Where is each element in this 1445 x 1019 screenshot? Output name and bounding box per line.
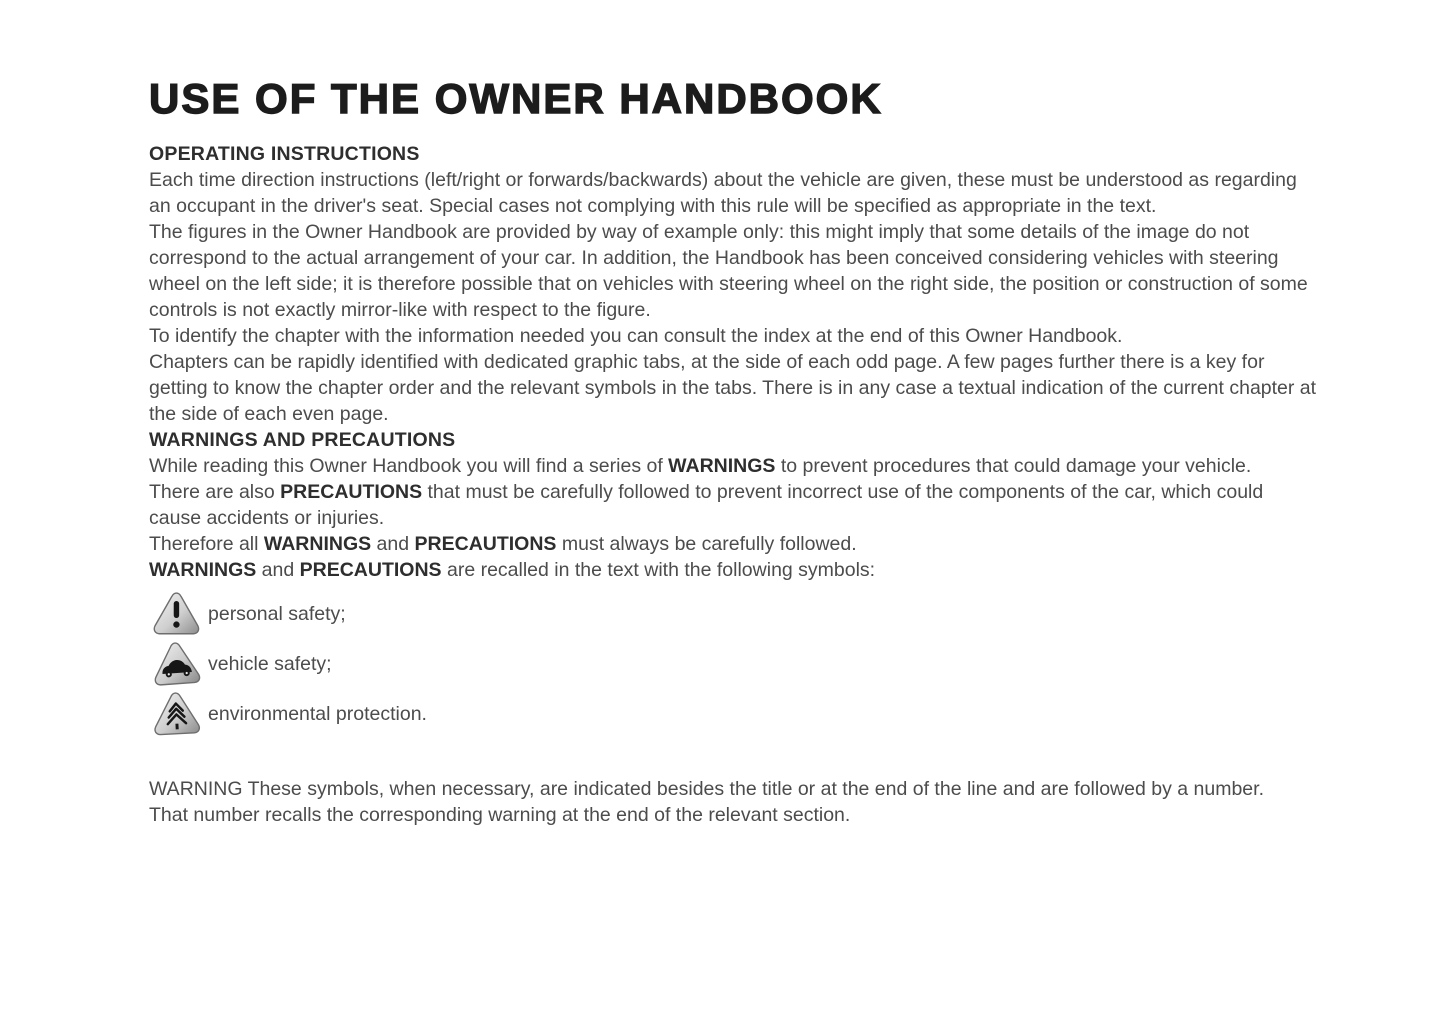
symbol-row-personal-safety <box>149 589 1319 639</box>
emphasis-keyword: PRECAUTIONS <box>280 481 423 503</box>
section-heading-operating-instructions: OPERATING INSTRUCTIONS <box>149 143 420 165</box>
symbol-list <box>149 589 1319 739</box>
body-text: are recalled in the text with the following symbols: <box>441 559 876 581</box>
paragraph-precautions-intro <box>149 479 1319 531</box>
paragraph-index: To identify the chapter with the information needed you can consult the index at the end of this Owner Handbook. <box>149 325 1123 347</box>
paragraph-directions: Each time direction instructions (left/right or forwards/backwards) about the vehicle are given, these must be understood as regarding an occupant in the driver's seat. Special cases not complying with this rule will be specified as appropriate in the text. <box>149 169 1297 217</box>
exclamation-triangle-icon <box>149 590 203 639</box>
paragraph-therefore <box>149 531 1319 557</box>
page-content <box>149 141 1319 828</box>
paragraph-symbols-intro <box>149 557 1319 583</box>
tree-triangle-icon <box>148 688 204 740</box>
emphasis-keyword: WARNINGS <box>668 455 776 477</box>
paragraph-warnings-intro <box>149 453 1319 479</box>
body-text: Therefore all <box>149 533 264 555</box>
warning-note: WARNING These symbols, when necessary, are indicated besides the title or at the end of the line and are followed by a number. That number recalls the corresponding warning at the end of the relevant section. <box>149 778 1264 826</box>
body-text: and <box>371 533 415 555</box>
car-triangle-icon <box>147 638 204 691</box>
page-title: USE OF THE OWNER HANDBOOK <box>149 75 883 122</box>
paragraph-chapters: Chapters can be rapidly identified with dedicated graphic tabs, at the side of each odd page. A few pages further there is a key for getting to know the chapter order and the relevant symbols in the tabs. There is in any case a textual indication of the current chapter at the side of each even page. <box>149 351 1317 425</box>
symbol-row-environmental-protection <box>149 689 1319 739</box>
symbol-row-vehicle-safety <box>149 639 1319 689</box>
body-text: to prevent procedures that could damage your vehicle. <box>775 455 1252 477</box>
paragraph-figures: The figures in the Owner Handbook are provided by way of example only: this might imply that some details of the image do not correspond to the actual arrangement of your car. In addition, the Handbook has been conceived considering vehicles with steering wheel on the left side; it is therefore possible that on vehicles with steering wheel on the right side, the position or construction of some controls is not exactly mirror-like with respect to the figure. <box>149 221 1308 321</box>
body-text: that must be carefully followed to prevent incorrect use of the components of the car, which could cause accidents or injuries. <box>149 481 1264 529</box>
body-text: and <box>256 559 300 581</box>
body-text: While reading this Owner Handbook you will find a series of <box>149 455 669 477</box>
symbol-label: environmental protection. <box>208 703 427 725</box>
body-text: There are also <box>149 481 281 503</box>
emphasis-keyword: WARNINGS <box>263 533 372 555</box>
symbol-label: personal safety; <box>208 603 346 625</box>
emphasis-keyword: PRECAUTIONS <box>414 533 557 555</box>
emphasis-keyword: PRECAUTIONS <box>299 559 442 581</box>
emphasis-keyword: WARNINGS <box>149 559 257 581</box>
section-heading-warnings-precautions: WARNINGS AND PRECAUTIONS <box>149 429 456 451</box>
body-text: must always be carefully followed. <box>556 533 857 555</box>
symbol-label: vehicle safety; <box>208 653 332 675</box>
